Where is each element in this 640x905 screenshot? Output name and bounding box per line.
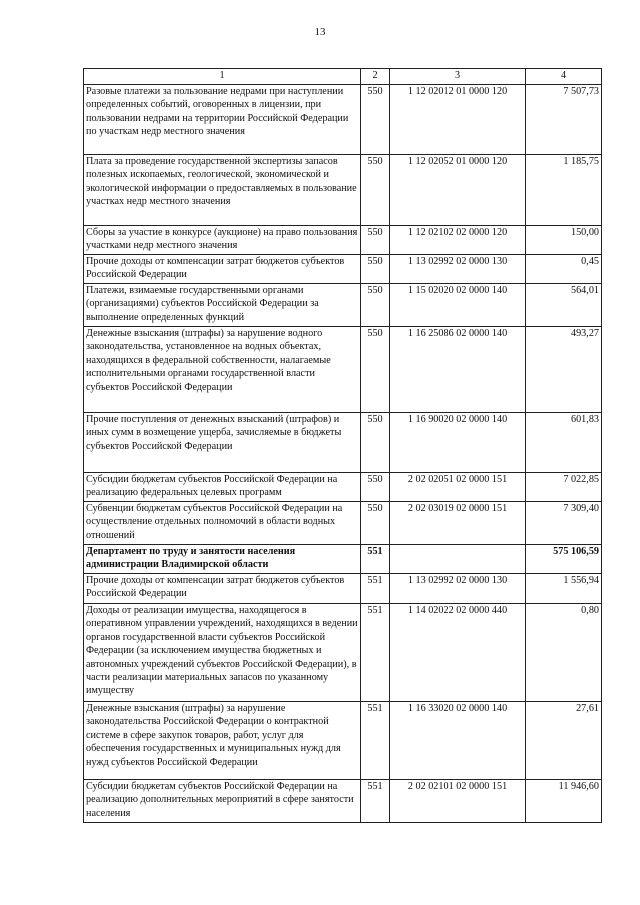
budget-code-cell: 2 02 03019 02 0000 151 (390, 502, 526, 545)
revenue-name-cell: Субсидии бюджетам субъектов Российской Федерации на реализацию дополнительных мероприятий в сфере занятости населения (84, 780, 361, 823)
column-number-1: 1 (84, 69, 361, 85)
revenue-name-cell: Денежные взыскания (штрафы) за нарушение водного законодательства, установленное на водных объектах, находящихся в федеральной собственности, налагаемые исполнительными органами государственной власти субъектов Российской Федерации (84, 327, 361, 413)
budget-code-cell: 1 12 02102 02 0000 120 (390, 226, 526, 255)
admin-code-cell: 551 (361, 702, 390, 780)
revenue-name-cell: Доходы от реализации имущества, находящегося в оперативном управлении учреждений, находящихся в ведении органов государственной власти субъектов Российской Федерации (за исключением имущества бюджетных и автономных учреждений субъектов Российской Федерации), в части реализации материальных запасов по указанному имуществу (84, 604, 361, 702)
table-row (84, 545, 602, 574)
table-row (84, 284, 602, 327)
budget-code-cell: 1 13 02992 02 0000 130 (390, 574, 526, 604)
amount-cell: 564,01 (526, 284, 602, 327)
revenue-table (83, 68, 602, 823)
admin-code-cell: 550 (361, 155, 390, 226)
amount-cell: 0,45 (526, 255, 602, 284)
admin-code-cell: 550 (361, 226, 390, 255)
table-row (84, 702, 602, 780)
budget-code-cell: 1 15 02020 02 0000 140 (390, 284, 526, 327)
budget-code-cell (390, 545, 526, 574)
revenue-name-cell: Субсидии бюджетам субъектов Российской Федерации на реализацию федеральных целевых программ (84, 473, 361, 502)
table-row (84, 413, 602, 473)
column-number-3: 3 (390, 69, 526, 85)
table-row (84, 574, 602, 604)
revenue-name-cell: Денежные взыскания (штрафы) за нарушение законодательства Российской Федерации о контрактной системе в сфере закупок товаров, работ, услуг для обеспечения государственных и муниципальных нужд для нужд субъектов Российской Федерации (84, 702, 361, 780)
amount-cell: 150,00 (526, 226, 602, 255)
admin-code-cell: 551 (361, 545, 390, 574)
amount-cell: 7 309,40 (526, 502, 602, 545)
column-number-row (84, 69, 602, 85)
amount-cell: 601,83 (526, 413, 602, 473)
page-number: 13 (314, 26, 326, 38)
amount-cell: 493,27 (526, 327, 602, 413)
revenue-name-cell: Субвенции бюджетам субъектов Российской Федерации на осуществление отдельных полномочий в области водных отношений (84, 502, 361, 545)
amount-cell: 0,80 (526, 604, 602, 702)
table-row (84, 473, 602, 502)
table-row (84, 155, 602, 226)
admin-code-cell: 550 (361, 413, 390, 473)
admin-code-cell: 550 (361, 502, 390, 545)
budget-code-cell: 1 16 25086 02 0000 140 (390, 327, 526, 413)
budget-code-cell: 1 12 02052 01 0000 120 (390, 155, 526, 226)
admin-code-cell: 550 (361, 473, 390, 502)
admin-code-cell: 550 (361, 327, 390, 413)
amount-cell: 575 106,59 (526, 545, 602, 574)
budget-code-cell: 1 14 02022 02 0000 440 (390, 604, 526, 702)
revenue-name-cell: Департамент по труду и занятости населения администрации Владимирской области (84, 545, 361, 574)
budget-code-cell: 2 02 02051 02 0000 151 (390, 473, 526, 502)
revenue-name-cell: Разовые платежи за пользование недрами при наступлении определенных событий, оговоренных в лицензии, при пользовании недрами на территории Российской Федерации по участкам недр местного значения (84, 85, 361, 155)
column-number-4: 4 (526, 69, 602, 85)
amount-cell: 27,61 (526, 702, 602, 780)
table-body (84, 85, 602, 823)
budget-code-cell: 1 16 90020 02 0000 140 (390, 413, 526, 473)
budget-code-cell: 2 02 02101 02 0000 151 (390, 780, 526, 823)
amount-cell: 11 946,60 (526, 780, 602, 823)
admin-code-cell: 550 (361, 255, 390, 284)
table-row (84, 780, 602, 823)
table-row (84, 85, 602, 155)
table-row (84, 502, 602, 545)
admin-code-cell: 550 (361, 85, 390, 155)
revenue-name-cell: Платежи, взимаемые государственными органами (организациями) субъектов Российской Федерации за выполнение определенных функций (84, 284, 361, 327)
revenue-name-cell: Плата за проведение государственной экспертизы запасов полезных ископаемых, геологической, экономической и экологической информации о предоставляемых в пользование участках недр местного значения (84, 155, 361, 226)
table-row (84, 327, 602, 413)
revenue-name-cell: Прочие поступления от денежных взысканий (штрафов) и иных сумм в возмещение ущерба, зачисляемые в бюджеты субъектов Российской Федерации (84, 413, 361, 473)
admin-code-cell: 551 (361, 574, 390, 604)
amount-cell: 1 556,94 (526, 574, 602, 604)
table-row (84, 226, 602, 255)
revenue-name-cell: Прочие доходы от компенсации затрат бюджетов субъектов Российской Федерации (84, 574, 361, 604)
budget-code-cell: 1 13 02992 02 0000 130 (390, 255, 526, 284)
admin-code-cell: 550 (361, 284, 390, 327)
revenue-name-cell: Сборы за участие в конкурсе (аукционе) на право пользования участками недр местного значения (84, 226, 361, 255)
amount-cell: 1 185,75 (526, 155, 602, 226)
column-number-2: 2 (361, 69, 390, 85)
table-row (84, 255, 602, 284)
budget-code-cell: 1 12 02012 01 0000 120 (390, 85, 526, 155)
budget-code-cell: 1 16 33020 02 0000 140 (390, 702, 526, 780)
table-row (84, 604, 602, 702)
amount-cell: 7 507,73 (526, 85, 602, 155)
admin-code-cell: 551 (361, 604, 390, 702)
admin-code-cell: 551 (361, 780, 390, 823)
revenue-name-cell: Прочие доходы от компенсации затрат бюджетов субъектов Российской Федерации (84, 255, 361, 284)
amount-cell: 7 022,85 (526, 473, 602, 502)
